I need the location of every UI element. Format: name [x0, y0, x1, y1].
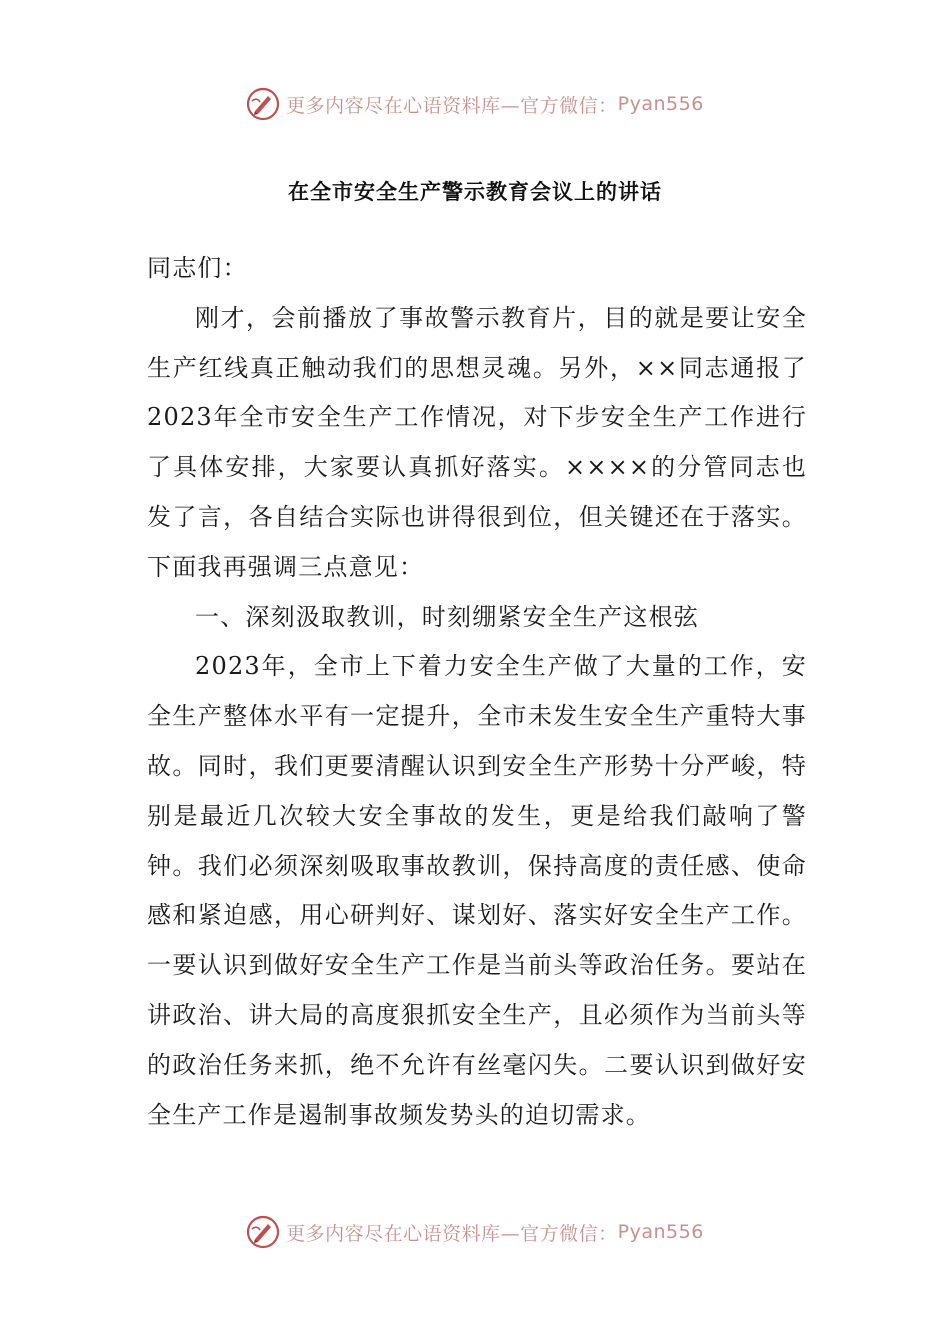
document-title: 在全市安全生产警示教育会议上的讲话: [288, 179, 662, 204]
watermark-header: [0, 84, 950, 124]
salutation: 同志们：: [147, 254, 248, 282]
paragraph-section-1: 2023年，全市上下着力安全生产做了大量的工作，安全生产整体水平有一定提升，全市未发生安全生产重特大事故。同时，我们更要清醒认识到安全生产形势十分严峻，特别是最近几次较大安全事故的发生，更是给我们敲响了警钟。我们必须深刻吸取事故教训，保持高度的责任感、使命感和紧迫感，用心研判好、谋划好、落实好安全生产工作。一要认识到做好安全生产工作是当前头等政治任务。要站在讲政治、讲大局的高度狠抓安全生产，且必须作为当前头等的政治任务来抓，绝不允许有丝毫闪失。二要认识到做好安全生产工作是遏制事故频发势头的迫切需求。: [147, 652, 807, 1129]
pen-logo-icon: [246, 1215, 280, 1249]
watermark-text: 更多内容尽在心语资料库—官方微信：: [286, 94, 618, 117]
pen-logo-icon: [246, 87, 280, 121]
paragraph-opening: 刚才，会前播放了事故警示教育片，目的就是要让安全生产红线真正触动我们的思想灵魂。另外，××同志通报了2023年全市安全生产工作情况，对下步安全生产工作进行了具体安排，大家要认真抓好落实。××××的分管同志也发了言，各自结合实际也讲得很到位，但关键还在于落实。下面我再强调三点意见：: [147, 303, 807, 581]
watermark-wechat-id: Pyan556: [617, 93, 704, 115]
document-body: [147, 244, 807, 1140]
watermark-wechat-id: Pyan556: [617, 1221, 704, 1243]
watermark-footer: [0, 1212, 950, 1252]
section-heading-1: 一、深刻汲取教训，时刻绷紧安全生产这根弦: [195, 602, 699, 631]
watermark-text: 更多内容尽在心语资料库—官方微信：: [286, 1222, 618, 1245]
